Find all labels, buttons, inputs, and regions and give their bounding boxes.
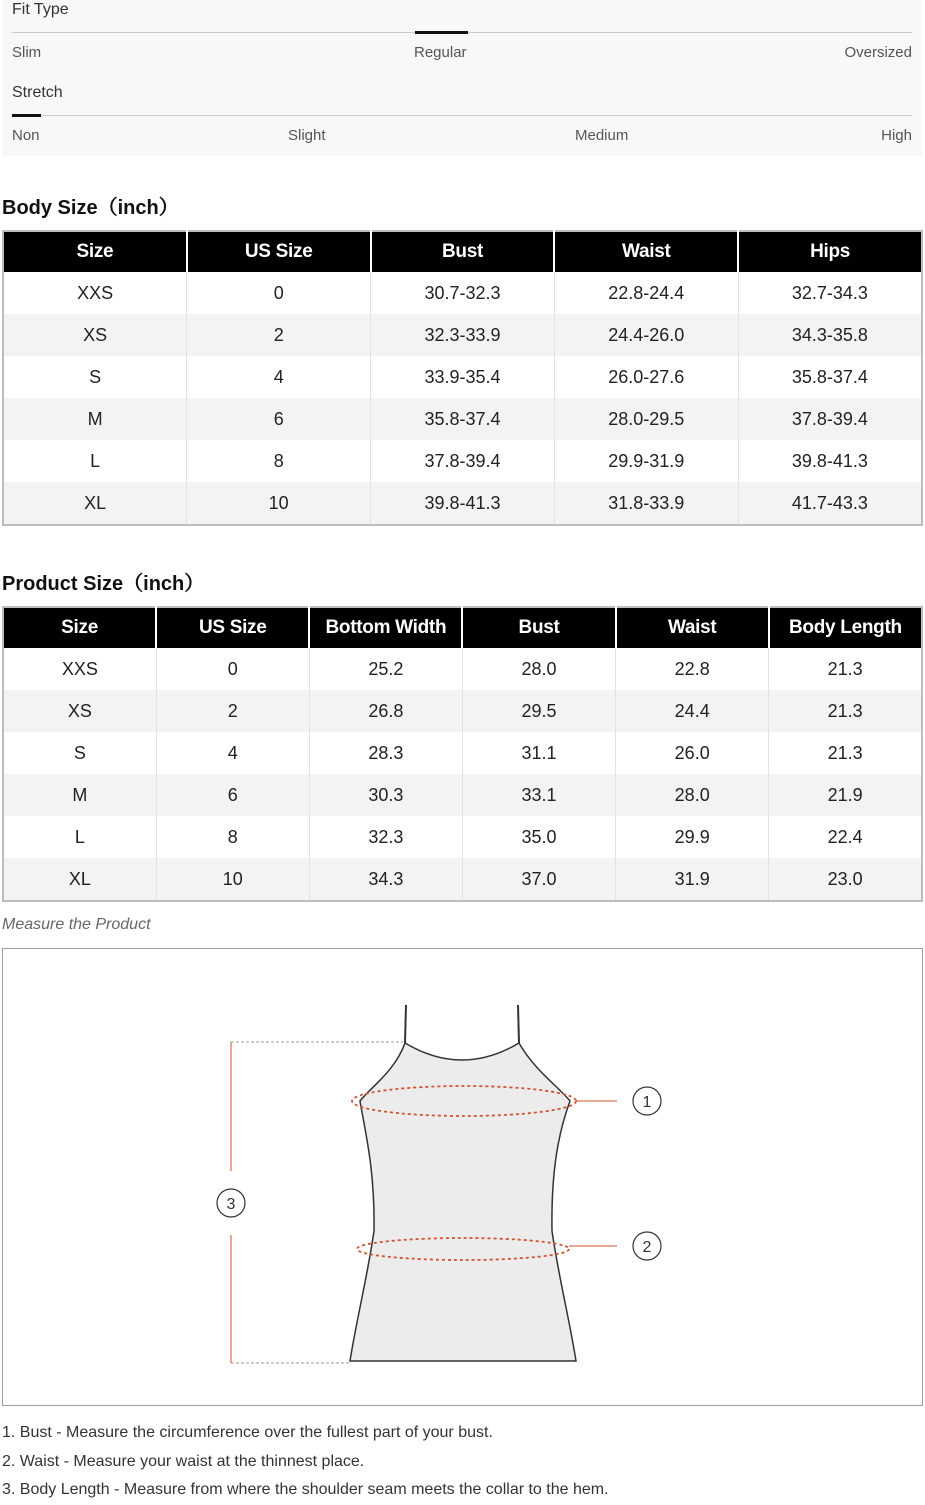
table-cell: L [3,816,156,858]
table-row [3,858,922,901]
marker-2-label: 2 [642,1239,652,1256]
table-cell: 41.7-43.3 [738,482,922,525]
table-cell: S [3,356,187,398]
table-cell: 28.0-29.5 [554,398,738,440]
table-cell: S [3,732,156,774]
column-header-bottom-width: Bottom Width [309,607,462,648]
body-size-title: Body Size（inch） [2,197,179,219]
column-header-size: Size [3,607,156,648]
table-row [3,690,922,732]
marker-1-label: 1 [642,1094,652,1111]
table-cell: 29.9-31.9 [554,440,738,482]
table-cell: 31.8-33.9 [554,482,738,525]
table-cell: 28.0 [462,648,615,690]
stretch-label-slight: Slight [288,127,326,144]
table-cell: 37.0 [462,858,615,901]
table-row [3,648,922,690]
fit-type-title: Fit Type [12,1,69,18]
table-cell: 22.4 [827,826,863,847]
fit-type-selected-marker [415,31,468,34]
table-cell: 0 [187,272,371,314]
table-cell: 34.3 [309,858,462,901]
table-cell: XL [3,858,156,901]
table-cell: 33.9-35.4 [371,356,555,398]
body-size-table [2,230,923,526]
table-cell: 32.3 [309,816,462,858]
table-row [3,816,922,858]
table-cell: 6 [156,774,309,816]
table-cell: 2 [187,314,371,356]
table-cell: 21.3 [827,742,863,763]
table-cell: 21.3 [827,658,863,679]
product-size-table [2,606,923,902]
left-strap [405,1005,406,1043]
table-header-row [3,607,922,648]
stretch-scale-line [12,115,912,116]
table-row [3,732,922,774]
table-cell: XS [3,314,187,356]
table-header-row [3,231,922,272]
table-cell: 31.9 [616,858,769,901]
table-cell: 8 [156,816,309,858]
table-cell: 10 [156,858,309,901]
garment-diagram-svg [3,949,922,1405]
stretch-title: Stretch [12,84,63,101]
stretch-label-high: High [881,127,912,144]
table-row [3,774,922,816]
table-cell: 39.8-41.3 [791,450,868,471]
table-cell: 33.1 [462,774,615,816]
table-row [3,482,922,525]
table-cell: 4 [187,356,371,398]
table-cell: 26.0 [616,732,769,774]
table-cell: 35.8-37.4 [371,398,555,440]
table-cell: 35.0 [462,816,615,858]
table-cell: 30.3 [309,774,462,816]
marker-3-label: 3 [226,1196,236,1213]
column-header-body-length: Body Length [769,607,922,648]
table-cell: 6 [187,398,371,440]
table-cell: 35.8-37.4 [791,366,868,387]
stretch-label-non: Non [12,127,40,144]
column-header-bust: Bust [462,607,615,648]
table-cell: 34.3-35.8 [738,314,922,356]
column-header-waist: Waist [554,231,738,272]
column-header-size: Size [3,231,187,272]
table-cell: 26.0-27.6 [554,356,738,398]
table-row [3,398,922,440]
table-cell: 23.0 [769,858,922,901]
table-cell: 2 [156,690,309,732]
product-size-title: Product Size（inch） [2,573,205,595]
table-cell: 0 [156,648,309,690]
table-cell: 22.8-24.4 [554,272,738,314]
stretch-label-medium: Medium [575,127,629,144]
table-cell: M [3,774,156,816]
table-cell: 32.7-34.3 [791,282,868,303]
measurement-notes [2,1419,609,1505]
column-header-us-size: US Size [187,231,371,272]
table-cell: 39.8-41.3 [371,482,555,525]
column-header-hips: Hips [738,231,922,272]
table-cell: XXS [3,648,156,690]
table-cell: 28.3 [309,732,462,774]
table-row [3,440,922,482]
column-header-bust: Bust [371,231,555,272]
table-cell: 37.8-39.4 [738,398,922,440]
table-cell: 22.8 [616,648,769,690]
table-cell: 10 [187,482,371,525]
table-cell: 25.2 [309,648,462,690]
fit-type-label-slim: Slim [12,44,42,61]
table-row [3,314,922,356]
note-bust: 1. Bust - Measure the circumference over the fullest part of your bust. [2,1424,493,1441]
table-cell: 21.9 [769,774,922,816]
table-cell: 28.0 [616,774,769,816]
table-cell: 29.5 [462,690,615,732]
table-cell: 29.9 [616,816,769,858]
table-cell: M [3,398,187,440]
table-row [3,272,922,314]
table-cell: 4 [156,732,309,774]
table-cell: XL [3,482,187,525]
measure-caption: Measure the Product [2,916,151,933]
right-strap [518,1005,519,1043]
table-cell: 32.3-33.9 [371,314,555,356]
table-cell: 24.4-26.0 [554,314,738,356]
column-header-waist: Waist [616,607,769,648]
column-header-us-size: US Size [156,607,309,648]
table-cell: 30.7-32.3 [371,272,555,314]
table-cell: 24.4 [616,690,769,732]
table-cell: 8 [187,440,371,482]
table-row [3,356,922,398]
note-waist: 2. Waist - Measure your waist at the thinnest place. [2,1452,365,1470]
note-body-length: 3. Body Length - Measure from where the shoulder seam meets the collar to the hem. [2,1481,609,1498]
table-cell: L [3,440,187,482]
table-cell: XXS [3,272,187,314]
table-cell: 31.1 [462,732,615,774]
table-cell: XS [3,690,156,732]
table-cell: 26.8 [309,690,462,732]
fit-stretch-panel [2,0,922,156]
measure-diagram [2,948,923,1406]
fit-type-label-regular: Regular [414,44,467,61]
stretch-selected-marker [12,114,41,117]
table-cell: 21.3 [769,690,922,732]
table-cell: 37.8-39.4 [371,440,555,482]
fit-type-label-oversized: Oversized [844,44,912,61]
